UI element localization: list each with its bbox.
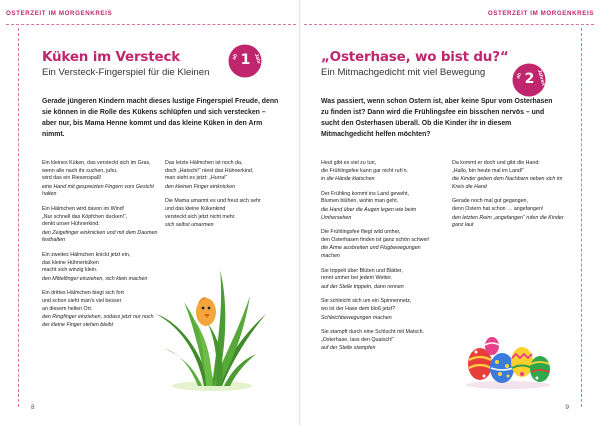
stanza: Sie trippelt über Blüten und Blätter, rennt umher bei jedem Wetter. auf der Stelle trippeln, dann rennen [321,267,404,290]
page-title: „Osterhase, wo bist du?“ [321,49,509,65]
grass-chick-illustration [150,262,270,392]
age-badge [512,63,546,97]
svg-text:1: 1 [240,52,251,68]
svg-text:2: 2 [524,71,535,87]
stanza: Ein zweites Hälmchen knickt jetzt ein, das kleine Hühnerküken macht sich winzig klein. den Mittelfinger einziehen, sich klein machen [42,251,148,282]
intro-text: Gerade jüngeren Kindern macht dieses lustige Fingerspiel Freude, denn sie können in die Rolle des Kükens schlüpfen und sich verstecken – aber nur, bis Mama Henne kommt und das kleine Küken in den Arm nimmt. [42,98,279,138]
running-head-rule [6,24,296,26]
margin-rule [18,28,19,407]
stanza: Da kommt er doch und gibt die Hand: „Hallo, bin heute mal im Land!“ die Kinder geben dem Nachbarn neben sich im Kreis die Hand [452,160,563,190]
intro-text: Was passiert, wenn schon Ostern ist, aber keine Spur vom Osterhasen zu finden ist? Dann wird die Frühlingsfee ein bisschen nervös – und sucht den Osterhasen überall. Ob die Kinder ihr in diesem Mitmachgedicht helfen möchten? [321,98,553,138]
egg-icon [530,356,550,382]
stanza: Sie stampft durch eine Schlucht mit Matsch. „Osterhase, lass den Quatsch!“ auf der Stelle stampfen [321,329,425,352]
egg-icon [490,353,514,383]
stanza: Ein kleines Küken, das versteckt sich im Gras, wenn alle nach ihr suchen, juhu, wird das ein Riesenspaß! eine Hand mit gespreizten Fingern vors Gesicht halten [42,160,154,198]
svg-text:ab: ab [515,72,523,80]
poem-column-1 [321,160,451,360]
egg-icon [511,347,533,377]
poem-column-2 [165,160,287,237]
stanza: Gerade noch mal gut gegangen, denn Ostern hat schon … angefangen! den letzten Reim „angefangen“ rufen die Kinder ganz laut [452,198,564,229]
page-subtitle: Ein Versteck-Fingerspiel für die Kleinen [42,67,210,78]
stanza: Der Frühling kommt ins Land geweht, Blumen blühen, wohin man geht. die Hand über die Augen legen wie beim Umhersehen [321,190,417,221]
stanza: Die Frühlingsfee fliegt wild umher, den Osterhasen finden ist ganz schön schwer! die Arme ausbreiten und Flugbewegungen machen [321,229,430,259]
age-badge [228,44,262,78]
page-title: Küken im Versteck [42,49,181,65]
page-number: 8 [31,404,35,411]
easter-eggs-illustration [462,330,554,390]
stanza: Die Mama umarmt es und freut sich sehr und das kleine Kükenkind versteckt sich jetzt nicht mehr. sich selbst umarmen [165,198,261,229]
stanza: Ein Hälmchen wird davon im Wind! „Nur schnell das Köpfchen ducken!“, denkt unser Hühnerkind. den Zeigefinger einknicken und mit dem Daumen festhalten [42,205,158,244]
stanza: Sie schleicht sich um ein Spinnennetz, wo ist der Hase dem bloß jetzt? Schleichbewegungen machen [321,298,412,321]
poem-column-1 [42,160,160,336]
running-head: OSTERZEIT IM MORGENKREIS [487,10,594,17]
page-number: 9 [565,404,569,411]
stanza: Heut gibt es viel zu tun, die Frühlingsfee kann gar nicht ruh'n. in die Hände klatschen [321,160,408,183]
svg-text:Jahren: Jahren [536,68,546,87]
stanza: Ein drittes Hälmchen biegt sich fort und schon sieht man's viel besser an diesem hellen Ort. den Ringfinger einziehen, sodass jetzt nur noch der kleine Finger stehen bleibt [42,290,154,328]
running-head-rule [304,24,594,26]
running-head: OSTERZEIT IM MORGENKREIS [6,10,113,17]
page-subtitle: Ein Mitmachgedicht mit viel Bewegung [321,67,486,78]
margin-rule [581,28,582,407]
stanza: Das letzte Hälmchen ist noch da, doch „Hatschi!“ niest das Hühnerkind, man sieht es jetzt: „Hurra!“ den kleinen Finger einknicken [165,160,254,190]
svg-text:ab: ab [231,53,239,61]
right-page [300,0,600,425]
svg-text:Jahr: Jahr [253,52,262,65]
egg-icon [485,337,499,355]
poem-column-2 [452,160,580,237]
